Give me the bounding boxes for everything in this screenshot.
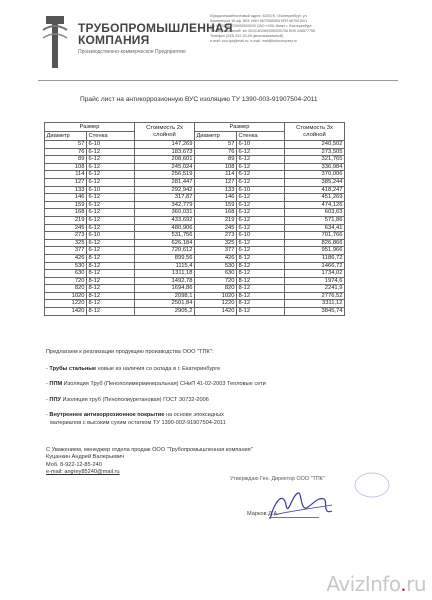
diameter-cell: 159 (45, 201, 87, 209)
cost-3-layer-cell: 3845,74 (285, 308, 345, 316)
cost-2-layer-cell: 317,87 (135, 194, 195, 202)
diameter-cell: 820 (45, 285, 87, 293)
table-row (45, 178, 345, 186)
diameter-cell: 245 (195, 224, 237, 232)
company-logo-icon (40, 12, 70, 72)
table-row (45, 209, 345, 217)
cost-3-layer-cell: 474,126 (285, 201, 345, 209)
wall-cell: 8-12 (237, 270, 285, 278)
company-name-line2: КОМПАНИЯ (78, 33, 150, 47)
requisites-line: Юридический/почтовый адрес: 620078, г.Екатеринбург, ул. (210, 14, 308, 18)
diameter-cell: 133 (45, 186, 87, 194)
diameter-cell: 426 (45, 254, 87, 262)
cost-3-layer-cell: 321,765 (285, 156, 345, 164)
requisites-line: Коминтерна 16 оф. 803; ИНН 6670360554 КПП 667001001 (210, 19, 308, 24)
requisites-line: "Кливерт-Василий" к/с 30101810800000000756 БИК 046577756 (210, 29, 316, 34)
cost-2-layer-cell: 342,779 (135, 201, 195, 209)
wall-cell: 8-12 (87, 300, 135, 308)
cost-2-layer-cell: 2501,84 (135, 300, 195, 308)
wall-cell: 6-12 (87, 156, 135, 164)
signature-line (269, 517, 319, 518)
wall-cell: 6-12 (87, 178, 135, 186)
wall-cell: 6-12 (87, 209, 135, 217)
offer-item-ppu-title: ППУ (49, 397, 61, 403)
table-row (45, 141, 345, 149)
wall-cell: 6-10 (87, 141, 135, 149)
company-tagline: Производственно-коммерческое Предприятие (78, 49, 186, 55)
offer-item-ppm-text: Изоляция Труб (Пенополимерминеральная) СНиП 41-02-2003 Тепловые сети (62, 381, 266, 387)
cost-2-layer-cell: 245,024 (135, 163, 195, 171)
table-row (45, 194, 345, 202)
diameter-cell: 1220 (45, 300, 87, 308)
cost-2-layer-cell: 531,756 (135, 232, 195, 240)
manager-phone: Моб. 8-922-12-85-240 (46, 461, 102, 468)
table-row (45, 262, 345, 270)
cost-2-layer-cell: 2098,1 (135, 292, 195, 300)
signature-block (46, 447, 253, 477)
wall-cell: 6-12 (237, 209, 285, 217)
wall-cell: 6-10 (237, 141, 285, 149)
table-row (45, 171, 345, 179)
diameter-cell: 377 (45, 247, 87, 255)
diameter-cell: 219 (195, 216, 237, 224)
requisites-line: р/с 40702810700000003040 ОАО «СКБ-банк» г. Екатеринбург (210, 24, 312, 29)
diameter-cell: 146 (195, 194, 237, 202)
cost-2-layer-cell: 2905,2 (135, 308, 195, 316)
cost-3-layer-cell: 370,006 (285, 171, 345, 179)
diameter-cell: 159 (195, 201, 237, 209)
manager-name: Куцанкин Андрей Валерьевич (46, 454, 125, 461)
cost-2-layer-cell: 1694,86 (135, 285, 195, 293)
offer-item-pipes: - Трубы стальные новые из наличия со склада в г. Екатеринбурге (46, 366, 221, 372)
wall-cell: 8-12 (87, 277, 135, 285)
offer-item-coating-line2: материалов с высоким сухим остатком ТУ 1390-002-91907504-2011 (50, 420, 226, 426)
wall-cell: 8-12 (87, 308, 135, 316)
diameter-cell: 108 (195, 163, 237, 171)
table-row (45, 232, 345, 240)
cost-2-layer-cell: 626,184 (135, 239, 195, 247)
cost-3-layer-cell: 2241,9 (285, 285, 345, 293)
approval-text: Утверждаю Ген. Директор ООО "ТПК" (230, 476, 325, 482)
watermark-text: AvizInfo (326, 572, 401, 596)
diameter-cell: 273 (45, 232, 87, 240)
diameter-cell: 76 (195, 148, 237, 156)
offer-item-coating-text: на основе эпоксидных (164, 412, 224, 418)
cost-3-layer-cell: 1186,72 (285, 254, 345, 262)
diameter-cell: 108 (45, 163, 87, 171)
wall-cell: 8-12 (237, 254, 285, 262)
header-diameter-left: Диаметр (45, 132, 87, 141)
wall-cell: 8-12 (87, 254, 135, 262)
wall-cell: 6-12 (237, 178, 285, 186)
wall-cell: 8-12 (237, 292, 285, 300)
table-row (45, 156, 345, 164)
company-name-line1: ТРУБОПРОМЫШЛЕННАЯ (78, 21, 233, 35)
cost-2-layer-cell: 480,906 (135, 224, 195, 232)
table-row (45, 254, 345, 262)
cost-3-layer-cell: 2776,52 (285, 292, 345, 300)
diameter-cell: 820 (195, 285, 237, 293)
offer-item-coating-title: Внутреннее антикоррозионное покрытие (49, 412, 165, 418)
cost-3-layer-cell: 336,984 (285, 163, 345, 171)
company-requisites (210, 14, 400, 45)
diameter-cell: 720 (195, 277, 237, 285)
wall-cell: 6-12 (87, 216, 135, 224)
header-size-left: Размер (45, 123, 135, 132)
cost-3-layer-cell: 701,766 (285, 232, 345, 240)
cost-2-layer-cell: 433,692 (135, 216, 195, 224)
wall-cell: 6-12 (87, 201, 135, 209)
diameter-cell: 76 (45, 148, 87, 156)
manager-email-link[interactable]: e-mail: angrey85240@mail.ru (46, 469, 120, 476)
table-row (45, 201, 345, 209)
diameter-cell: 89 (195, 156, 237, 164)
diameter-cell: 273 (195, 232, 237, 240)
diameter-cell: 133 (195, 186, 237, 194)
diameter-cell: 1420 (45, 308, 87, 316)
offer-item-ppm: - ППМ Изоляция Труб (Пенополимерминеральная) СНиП 41-02-2003 Тепловые сети (46, 381, 266, 387)
table-row (45, 270, 345, 278)
wall-cell: 8-12 (237, 308, 285, 316)
offer-item-pipes-text: новые из наличия со склада в г. Екатеринбурге (96, 366, 221, 372)
wall-cell: 6-12 (87, 163, 135, 171)
diameter-cell: 114 (45, 171, 87, 179)
wall-cell: 6-12 (237, 163, 285, 171)
wall-cell: 6-10 (237, 232, 285, 240)
diameter-cell: 245 (45, 224, 87, 232)
document-title: Прайс лист на антикоррозионную ВУС изоляцию ТУ 1390-003-91907504-2011 (80, 96, 318, 103)
cost-3-layer-cell: 3311,12 (285, 300, 345, 308)
wall-cell: 8-12 (87, 270, 135, 278)
header-size-right: Размер (195, 123, 285, 132)
regards-line: С Уважением, менеджер отдела продаж ООО "Трубопромышленная компания" (46, 447, 253, 453)
cost-2-layer-cell: 720,612 (135, 247, 195, 255)
cost-3-layer-cell: 1466,72 (285, 262, 345, 270)
table-row (45, 300, 345, 308)
diameter-cell: 630 (195, 270, 237, 278)
cost-3-layer-cell: 385,244 (285, 178, 345, 186)
wall-cell: 6-12 (237, 216, 285, 224)
cost-2-layer-cell: 1311,18 (135, 270, 195, 278)
cost-3-layer-cell: 603,63 (285, 209, 345, 217)
header-diameter-right: Диаметр (195, 132, 237, 141)
wall-cell: 6-12 (237, 194, 285, 202)
cost-3-layer-cell: 951,966 (285, 247, 345, 255)
table-row (45, 285, 345, 293)
diameter-cell: 325 (195, 239, 237, 247)
cost-2-layer-cell: 183,673 (135, 148, 195, 156)
table-row (45, 292, 345, 300)
diameter-cell: 325 (45, 239, 87, 247)
cost-2-layer-cell: 147,269 (135, 141, 195, 149)
cost-3-layer-cell: 571,86 (285, 216, 345, 224)
table-row (45, 163, 345, 171)
diameter-cell: 1020 (45, 292, 87, 300)
wall-cell: 6-12 (237, 239, 285, 247)
diameter-cell: 146 (45, 194, 87, 202)
diameter-cell: 57 (45, 141, 87, 149)
wall-cell: 8-12 (87, 292, 135, 300)
cost-3-layer-cell: 826,866 (285, 239, 345, 247)
wall-cell: 6-12 (87, 171, 135, 179)
diameter-cell: 57 (195, 141, 237, 149)
table-row (45, 224, 345, 232)
cost-3-layer-cell: 634,41 (285, 224, 345, 232)
cost-2-layer-cell: 360,031 (135, 209, 195, 217)
table-row (45, 277, 345, 285)
cost-3-layer-cell: 273,505 (285, 148, 345, 156)
wall-cell: 6-12 (237, 247, 285, 255)
cost-2-layer-cell: 292,942 (135, 186, 195, 194)
offer-item-ppu: - ППУ Изоляция труб (Пенополиуретановая) ГОСТ 30732-2006 (46, 397, 209, 403)
cost-2-layer-cell: 256,519 (135, 171, 195, 179)
cost-3-layer-cell: 1974,6 (285, 277, 345, 285)
header-divider (38, 80, 398, 81)
header-wall-left: Стенка (87, 132, 135, 141)
wall-cell: 8-12 (237, 277, 285, 285)
offer-item-ppm-title: ППМ (49, 381, 63, 387)
wall-cell: 6-12 (87, 194, 135, 202)
wall-cell: 6-12 (237, 156, 285, 164)
diameter-cell: 219 (45, 216, 87, 224)
header-cost-3-layer: Стоимость 3х слойной (285, 123, 345, 141)
offer-intro: Предлагаем к реализации продукцию производства ООО "ТПК": (46, 349, 214, 355)
wall-cell: 6-10 (87, 186, 135, 194)
cost-2-layer-cell: 1492,78 (135, 277, 195, 285)
table-row (45, 186, 345, 194)
offer-item-coating: - Внутреннее антикоррозионное покрытие на основе эпоксидных (46, 412, 224, 418)
price-table (44, 122, 345, 316)
watermark: AvizInfo.ru (326, 572, 426, 596)
cost-2-layer-cell: 899,56 (135, 254, 195, 262)
table-row (45, 216, 345, 224)
diameter-cell: 89 (45, 156, 87, 164)
wall-cell: 8-12 (237, 285, 285, 293)
diameter-cell: 1020 (195, 292, 237, 300)
wall-cell: 6-12 (237, 201, 285, 209)
stamp-icon (352, 470, 392, 500)
wall-cell: 6-12 (87, 148, 135, 156)
wall-cell: 6-12 (87, 247, 135, 255)
wall-cell: 8-12 (237, 300, 285, 308)
diameter-cell: 426 (195, 254, 237, 262)
table-header-row-1 (45, 123, 345, 132)
diameter-cell: 168 (195, 209, 237, 217)
diameter-cell: 168 (45, 209, 87, 217)
table-row (45, 308, 345, 316)
wall-cell: 6-10 (237, 186, 285, 194)
director-signature-icon (262, 485, 337, 530)
offer-item-ppu-text: Изоляция труб (Пенополиуретановая) ГОСТ 30732-2006 (60, 397, 209, 403)
watermark-domain: ru (406, 572, 426, 596)
wall-cell: 8-12 (237, 262, 285, 270)
requisites-line: e-mail: ooo-tpk@mail.ru; e-mail: mail@trubcompany.ru (210, 39, 297, 44)
header-wall-right: Стенка (237, 132, 285, 141)
wall-cell: 6-12 (237, 148, 285, 156)
table-row (45, 148, 345, 156)
cost-2-layer-cell: 208,601 (135, 156, 195, 164)
cost-2-layer-cell: 1115,4 (135, 262, 195, 270)
cost-3-layer-cell: 1734,02 (285, 270, 345, 278)
cost-3-layer-cell: 418,247 (285, 186, 345, 194)
diameter-cell: 114 (195, 171, 237, 179)
diameter-cell: 530 (45, 262, 87, 270)
wall-cell: 6-10 (87, 232, 135, 240)
table-row (45, 247, 345, 255)
director-name: Марков Д.А. (247, 511, 279, 517)
diameter-cell: 720 (45, 277, 87, 285)
cost-2-layer-cell: 281,447 (135, 178, 195, 186)
wall-cell: 6-12 (237, 224, 285, 232)
wall-cell: 6-12 (87, 239, 135, 247)
offer-item-pipes-title: Трубы стальные (49, 366, 97, 372)
cost-3-layer-cell: 240,502 (285, 141, 345, 149)
diameter-cell: 1420 (195, 308, 237, 316)
diameter-cell: 1220 (195, 300, 237, 308)
requisites-line: Телефон (343) 222-26-49 (многоканальный) (210, 34, 283, 39)
cost-3-layer-cell: 451,269 (285, 194, 345, 202)
diameter-cell: 377 (195, 247, 237, 255)
wall-cell: 6-12 (87, 224, 135, 232)
header-cost-2-layer: Стоимость 2х слойной (135, 123, 195, 141)
diameter-cell: 630 (45, 270, 87, 278)
diameter-cell: 127 (195, 178, 237, 186)
wall-cell: 8-12 (87, 285, 135, 293)
diameter-cell: 530 (195, 262, 237, 270)
diameter-cell: 127 (45, 178, 87, 186)
wall-cell: 6-12 (237, 171, 285, 179)
table-row (45, 239, 345, 247)
wall-cell: 8-12 (87, 262, 135, 270)
